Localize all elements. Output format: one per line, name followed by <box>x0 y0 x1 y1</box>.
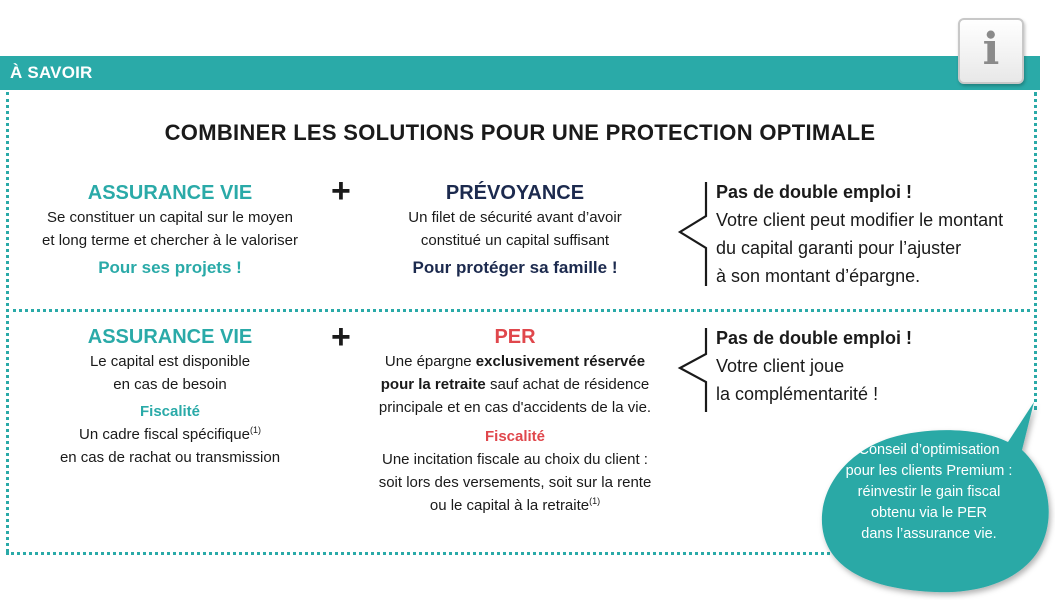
row1-middle-line: constitué un capital suffisant <box>420 232 610 249</box>
frame-bottom-border <box>6 552 836 555</box>
row1-middle-tagline: Pour protéger sa famille ! <box>412 258 618 277</box>
row2-middle-line <box>360 373 670 396</box>
plus-icon: + <box>331 318 351 356</box>
row1-brace <box>672 180 712 290</box>
bubble-line: dans l’assurance vie. <box>861 526 997 542</box>
row1-note <box>716 178 1026 290</box>
row2-middle-fiscal-text: ou le capital à la retraite <box>429 497 590 514</box>
row2-note-line: Votre client joue <box>716 356 845 376</box>
bubble-line: Conseil d’optimisation <box>858 442 1000 458</box>
row2-middle-block <box>360 324 670 517</box>
row1-note-heading: Pas de double emploi ! <box>716 182 913 202</box>
row2-left-block <box>20 324 320 469</box>
row1-left-line: Se constituer un capital sur le moyen <box>47 209 293 226</box>
row2-middle-fiscal-line: Une incitation fiscale au choix du client : <box>382 451 648 468</box>
row2-left-fiscal-line <box>20 423 320 446</box>
info-icon <box>958 18 1024 84</box>
row2-middle-line: principale et en cas d'accidents de la vie. <box>378 399 652 416</box>
info-glyph: i <box>982 24 1000 75</box>
row2-note <box>716 324 1026 408</box>
row2-note-heading: Pas de double emploi ! <box>716 328 913 348</box>
header-label: À SAVOIR <box>10 63 93 82</box>
row2-middle-fiscal-label: Fiscalité <box>484 428 546 445</box>
row-divider <box>6 309 1037 312</box>
row2-note-line: la complémentarité ! <box>716 384 879 404</box>
header-bar <box>0 56 1040 90</box>
row2-left-fiscal-text: Un cadre fiscal spécifique <box>79 426 250 443</box>
row2-middle-fiscal-line: soit lors des versements, soit sur la rente <box>378 474 652 491</box>
row1-middle-title: PRÉVOYANCE <box>445 182 585 204</box>
row1-left-tagline: Pour ses projets ! <box>98 258 242 277</box>
row2-middle-bold: pour la retraite <box>380 376 486 393</box>
bubble-line: réinvestir le gain fiscal <box>857 484 1001 500</box>
frame-left-border <box>6 92 9 552</box>
row1-middle-block <box>365 180 665 279</box>
page-title: COMBINER LES SOLUTIONS POUR UNE PROTECTION OPTIMALE <box>164 120 876 145</box>
row2-left-line: en cas de besoin <box>113 376 227 393</box>
row1-note-line: Votre client peut modifier le montant <box>716 210 1004 230</box>
bubble-text <box>826 440 1032 545</box>
row2-middle-line <box>360 350 670 373</box>
row2-brace <box>672 326 712 414</box>
row1-note-line: du capital garanti pour l’ajuster <box>716 238 962 258</box>
row2-left-fiscal-line: en cas de rachat ou transmission <box>59 449 281 466</box>
row2-middle-text: sauf achat de résidence <box>485 376 650 393</box>
row2-left-fiscal-label: Fiscalité <box>139 403 201 420</box>
bubble-line: obtenu via le PER <box>870 505 988 521</box>
row1-note-line: à son montant d’épargne. <box>716 266 921 286</box>
row2-middle-text: Une épargne <box>384 353 476 370</box>
row2-left-line: Le capital est disponible <box>89 353 251 370</box>
row1-left-block <box>20 180 320 279</box>
row1-middle-line: Un filet de sécurité avant d’avoir <box>408 209 622 226</box>
row2-middle-bold: exclusivement réservée <box>475 353 646 370</box>
plus-icon: + <box>331 172 351 210</box>
footnote-mark: (1) <box>589 496 601 506</box>
row2-left-title: ASSURANCE VIE <box>87 326 253 348</box>
row2-middle-fiscal-line <box>360 494 670 517</box>
row1-left-title: ASSURANCE VIE <box>87 182 253 204</box>
bubble-line: pour les clients Premium : <box>845 463 1013 479</box>
row2-middle-title: PER <box>494 326 536 348</box>
row1-left-line: et long terme et chercher à le valoriser <box>42 232 298 249</box>
footnote-mark: (1) <box>249 425 261 435</box>
